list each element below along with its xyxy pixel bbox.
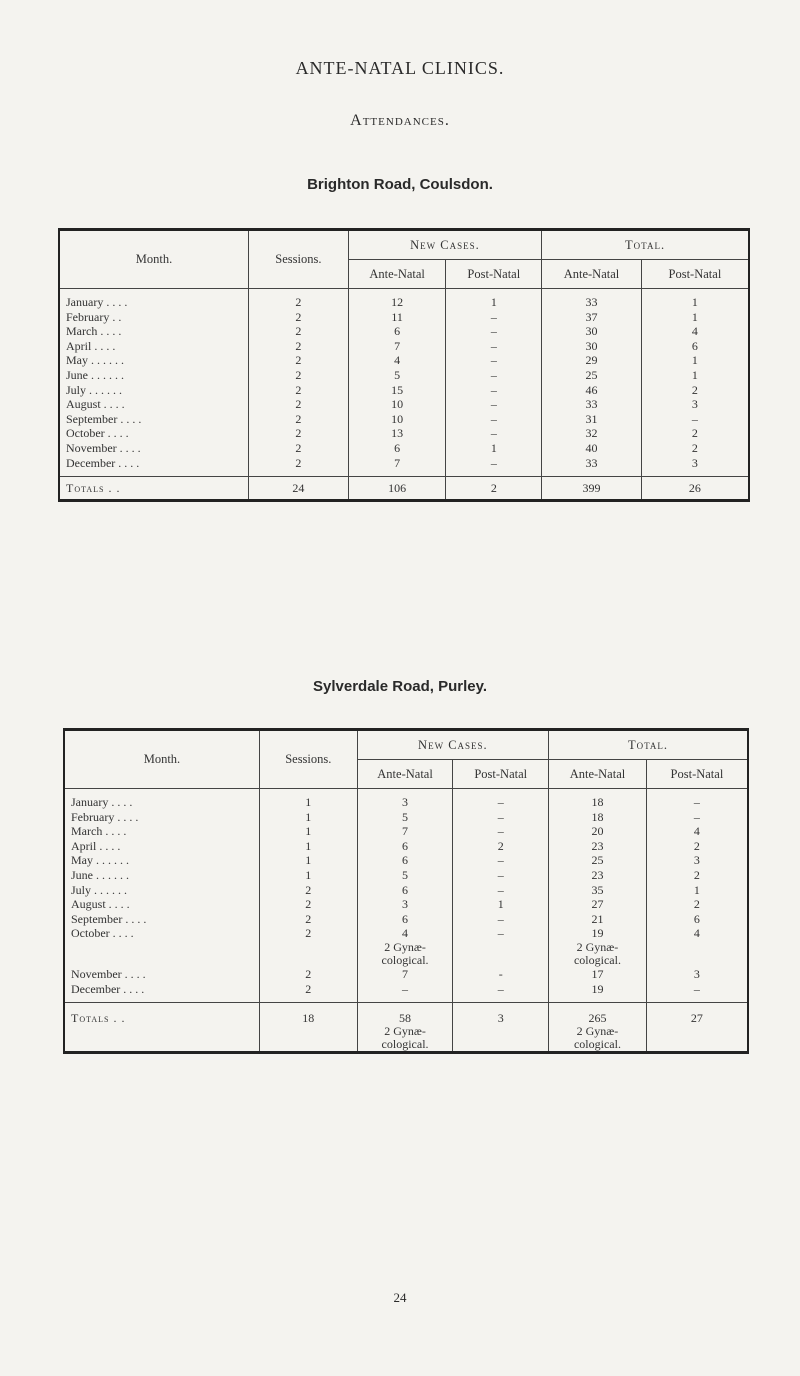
totals-gyn-total-2: cological. (573, 1037, 621, 1052)
cell-total-ante: 30 (542, 339, 642, 354)
cell-total-post: 2 (646, 897, 748, 912)
cell-sessions: 2 (249, 310, 349, 325)
cell-month: March . . . . (64, 824, 259, 839)
cell-month: August . . . . (64, 897, 259, 912)
cell-total-post: 1 (641, 368, 749, 383)
cell-month: November . . . . (59, 441, 249, 456)
cell-sessions: 2 (249, 353, 349, 368)
cell-total-ante: 25 (542, 368, 642, 383)
table-row (59, 441, 749, 456)
col-total-post: Post-Natal (641, 260, 749, 289)
cell-new-post: – (446, 324, 542, 339)
cell-month: June . . . . . . (64, 868, 259, 883)
brighton-table (58, 228, 750, 502)
cell-new-post: – (453, 982, 549, 997)
table-row (59, 310, 749, 325)
cell-new-ante: 6 (348, 324, 446, 339)
cell-total-post: 2 (646, 868, 748, 883)
cell-total-post: 1 (646, 883, 748, 898)
cell-new-ante: 7 (348, 456, 446, 471)
cell-total-ante: 32 (542, 426, 642, 441)
cell-total-ante: 18 (549, 810, 647, 825)
cell-total-ante: 33 (542, 456, 642, 471)
cell-sessions: 2 (249, 441, 349, 456)
cell-total-ante: 33 (542, 397, 642, 412)
cell-new-ante: 12 (348, 295, 446, 310)
cell-new-ante: 4 (357, 926, 453, 941)
table-row (59, 324, 749, 339)
col-new-post: Post-Natal (446, 260, 542, 289)
cell-total-post: – (646, 810, 748, 825)
cell-total-ante: 40 (542, 441, 642, 456)
cell-month: June . . . . . . (59, 368, 249, 383)
cell-new-ante: 7 (357, 824, 453, 839)
cell-sessions: 2 (249, 397, 349, 412)
cell-month: Totals . . (64, 1003, 259, 1026)
col-new-post: Post-Natal (453, 760, 549, 789)
cell-month: October . . . . (64, 926, 259, 941)
col-new-cases: New Cases. (357, 730, 548, 760)
cell-total-ante: 23 (549, 868, 647, 883)
cell-new-post: 1 (453, 897, 549, 912)
cell-new-post: 1 (446, 295, 542, 310)
sylverdale-rows (64, 789, 748, 1003)
cell-new-ante: 3 (357, 795, 453, 810)
cell-new-post: – (446, 339, 542, 354)
cell-sessions: 2 (249, 456, 349, 471)
cell-total-post: 6 (646, 912, 748, 927)
totals-gyn-ante-2: cological. (381, 1037, 429, 1052)
cell-sessions: 2 (249, 368, 349, 383)
col-total: Total. (549, 730, 748, 760)
totals-gyn-ante: 2 Gynæ- (384, 1024, 426, 1039)
cell-month: January . . . . (59, 295, 249, 310)
cell-new-post: – (453, 926, 549, 941)
brighton-heading: Brighton Road, Coulsdon. (307, 176, 493, 193)
cell-sessions: 2 (249, 426, 349, 441)
cell-new-ante: 6 (357, 912, 453, 927)
cell-new-ante: 10 (348, 412, 446, 427)
cell-month: February . . (59, 310, 249, 325)
cell-month: September . . . . (64, 912, 259, 927)
table-row (64, 982, 748, 997)
cell-total-post: 2 (641, 426, 749, 441)
cell-sessions: 1 (259, 853, 357, 868)
cell-new-ante: 6 (348, 441, 446, 456)
cell-new-post: – (453, 868, 549, 883)
cell-new-post: – (446, 310, 542, 325)
col-month: Month. (64, 730, 259, 789)
totals-row (64, 1003, 748, 1026)
table-row (64, 824, 748, 839)
cell-month: April . . . . (59, 339, 249, 354)
table-row (59, 295, 749, 310)
table-row (64, 868, 748, 883)
cell-total-ante: 46 (542, 383, 642, 398)
cell-total-post: 4 (641, 324, 749, 339)
cell-total-ante: 21 (549, 912, 647, 927)
table-row (64, 883, 748, 898)
cell-new-ante: 5 (357, 868, 453, 883)
cell-total-post: 26 (641, 477, 749, 501)
cell-total-post: 6 (641, 339, 749, 354)
cell-month: January . . . . (64, 795, 259, 810)
cell-total-post: 2 (646, 839, 748, 854)
cell-sessions: 2 (249, 295, 349, 310)
cell-month: October . . . . (59, 426, 249, 441)
table-row (59, 397, 749, 412)
cell-total-ante: 29 (542, 353, 642, 368)
cell-new-post: – (453, 810, 549, 825)
cell-new-post: – (446, 368, 542, 383)
october-gyn-total-2: cological. (573, 952, 621, 967)
table-row (64, 795, 748, 810)
cell-new-ante: 7 (348, 339, 446, 354)
table-row (64, 897, 748, 912)
page-number: 24 (393, 1290, 407, 1305)
totals-gyn-total: 2 Gynæ- (576, 1024, 619, 1039)
cell-sessions: 2 (249, 383, 349, 398)
cell-total-ante: 23 (549, 839, 647, 854)
cell-total-post: 1 (641, 310, 749, 325)
cell-total-ante: 25 (549, 853, 647, 868)
cell-sessions: 1 (259, 868, 357, 883)
cell-new-ante: 58 (357, 1003, 453, 1026)
col-total-ante: Ante-Natal (542, 260, 642, 289)
table-row (64, 912, 748, 927)
cell-total-ante: 19 (549, 926, 647, 941)
cell-total-post: 1 (641, 295, 749, 310)
cell-new-ante: 10 (348, 397, 446, 412)
table-row (59, 383, 749, 398)
cell-total-ante: 20 (549, 824, 647, 839)
cell-new-ante: 6 (357, 883, 453, 898)
table-row (64, 967, 748, 982)
cell-total-post: – (646, 795, 748, 810)
cell-new-post: 3 (453, 1003, 549, 1026)
cell-sessions: 2 (259, 883, 357, 898)
page-title: ANTE-NATAL CLINICS. (295, 58, 505, 78)
col-sessions: Sessions. (249, 230, 349, 289)
cell-total-post: 3 (646, 967, 748, 982)
cell-new-post: – (446, 412, 542, 427)
cell-total-post: 2 (641, 383, 749, 398)
col-new-ante: Ante-Natal (357, 760, 453, 789)
cell-sessions: 2 (259, 912, 357, 927)
cell-month: July . . . . . . (64, 883, 259, 898)
cell-total-post: – (646, 982, 748, 997)
october-gyn-ante: 2 Gynæ- (384, 939, 426, 954)
cell-month: August . . . . (59, 397, 249, 412)
col-sessions: Sessions. (259, 730, 357, 789)
table-row (64, 926, 748, 941)
cell-new-ante: 7 (357, 967, 453, 982)
cell-month: November . . . . (64, 967, 259, 982)
cell-total-ante: 27 (549, 897, 647, 912)
cell-total-ante: 17 (549, 967, 647, 982)
october-gyn-ante-2: cological. (381, 952, 429, 967)
sylverdale-totals (64, 1003, 748, 1053)
cell-total-post: 3 (641, 397, 749, 412)
cell-sessions: 1 (259, 824, 357, 839)
col-total-ante: Ante-Natal (549, 760, 647, 789)
cell-sessions: 1 (259, 810, 357, 825)
totals-note-row (64, 1025, 748, 1053)
cell-new-post: 1 (446, 441, 542, 456)
totals-row (59, 477, 749, 501)
cell-month: December . . . . (64, 982, 259, 997)
cell-new-ante: 6 (357, 853, 453, 868)
cell-sessions: 1 (259, 839, 357, 854)
cell-new-post: – (446, 456, 542, 471)
cell-total-post: 2 (641, 441, 749, 456)
cell-new-post: – (453, 824, 549, 839)
brighton-totals (59, 477, 749, 501)
col-month: Month. (59, 230, 249, 289)
col-new-ante: Ante-Natal (348, 260, 446, 289)
cell-new-ante: 6 (357, 839, 453, 854)
cell-month: April . . . . (64, 839, 259, 854)
october-gyn-total: 2 Gynæ- (576, 939, 619, 954)
table-row (59, 353, 749, 368)
cell-total-ante: 399 (542, 477, 642, 501)
cell-sessions: 2 (259, 967, 357, 982)
cell-new-post: 2 (453, 839, 549, 854)
cell-total-post: – (641, 412, 749, 427)
cell-total-post: 27 (646, 1003, 748, 1026)
cell-month: July . . . . . . (59, 383, 249, 398)
cell-total-post: 3 (641, 456, 749, 471)
cell-sessions: 2 (249, 339, 349, 354)
cell-total-ante: 31 (542, 412, 642, 427)
col-new-cases: New Cases. (348, 230, 541, 260)
table-row (64, 839, 748, 854)
table-row (59, 412, 749, 427)
cell-new-ante: – (357, 982, 453, 997)
col-total-post: Post-Natal (646, 760, 748, 789)
cell-total-ante: 37 (542, 310, 642, 325)
cell-total-post: 3 (646, 853, 748, 868)
cell-new-post: – (453, 795, 549, 810)
sylverdale-heading: Sylverdale Road, Purley. (313, 678, 487, 695)
table-row (59, 339, 749, 354)
cell-new-post: 2 (446, 477, 542, 501)
page-subtitle: Attendances. (350, 112, 450, 129)
cell-total-ante: 33 (542, 295, 642, 310)
cell-new-post: – (446, 426, 542, 441)
cell-sessions: 2 (259, 897, 357, 912)
table-row (59, 426, 749, 441)
october-note-row (64, 941, 748, 967)
cell-total-ante: 18 (549, 795, 647, 810)
cell-month: May . . . . . . (64, 853, 259, 868)
col-total: Total. (542, 230, 749, 260)
table-row (64, 853, 748, 868)
cell-new-ante: 4 (348, 353, 446, 368)
cell-new-post: – (446, 353, 542, 368)
cell-sessions: 2 (259, 926, 357, 941)
cell-sessions: 24 (249, 477, 349, 501)
cell-sessions: 1 (259, 795, 357, 810)
cell-total-ante: 30 (542, 324, 642, 339)
sylverdale-table (63, 728, 749, 1054)
cell-new-post: – (446, 383, 542, 398)
cell-month: September . . . . (59, 412, 249, 427)
table-row (64, 810, 748, 825)
cell-new-ante: 3 (357, 897, 453, 912)
table-row (59, 456, 749, 471)
cell-total-post: 4 (646, 926, 748, 941)
cell-new-ante: 11 (348, 310, 446, 325)
cell-month: February . . . . (64, 810, 259, 825)
cell-new-post: - (453, 967, 549, 982)
cell-new-post: – (453, 883, 549, 898)
cell-new-post: – (453, 853, 549, 868)
cell-new-ante: 106 (348, 477, 446, 501)
cell-total-post: 4 (646, 824, 748, 839)
cell-total-ante: 265 (549, 1003, 647, 1026)
brighton-rows (59, 289, 749, 477)
cell-month: May . . . . . . (59, 353, 249, 368)
cell-sessions: 2 (249, 324, 349, 339)
cell-sessions: 2 (259, 982, 357, 997)
cell-new-ante: 13 (348, 426, 446, 441)
cell-total-post: 1 (641, 353, 749, 368)
cell-new-post: – (453, 912, 549, 927)
cell-new-ante: 15 (348, 383, 446, 398)
cell-sessions: 18 (259, 1003, 357, 1026)
table-row (59, 368, 749, 383)
cell-month: Totals . . (59, 477, 249, 501)
cell-new-ante: 5 (357, 810, 453, 825)
cell-total-ante: 35 (549, 883, 647, 898)
cell-month: March . . . . (59, 324, 249, 339)
cell-new-post: – (446, 397, 542, 412)
cell-total-ante: 19 (549, 982, 647, 997)
cell-sessions: 2 (249, 412, 349, 427)
cell-new-ante: 5 (348, 368, 446, 383)
cell-month: December . . . . (59, 456, 249, 471)
